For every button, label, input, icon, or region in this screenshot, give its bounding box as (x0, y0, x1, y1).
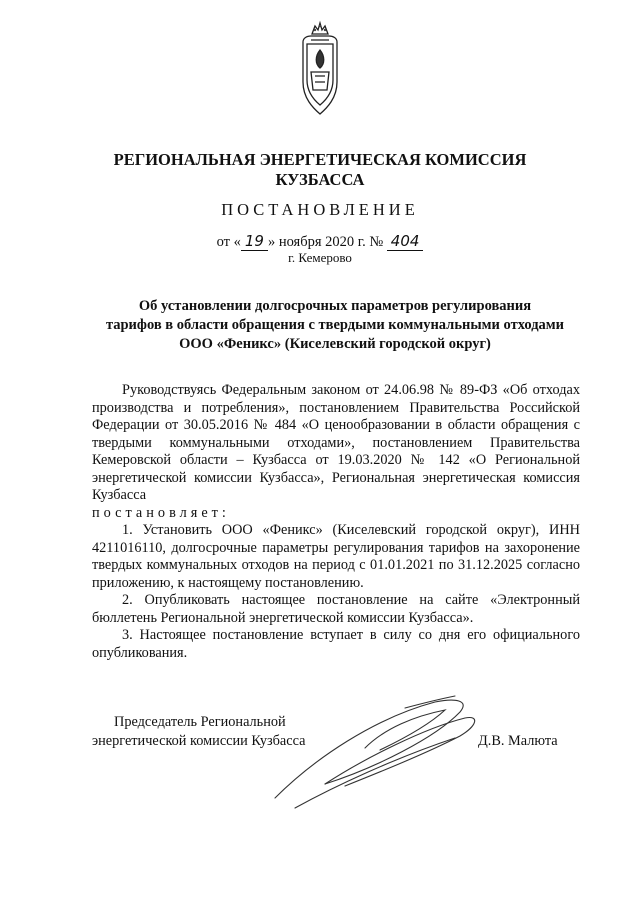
title-line-3: ООО «Феникс» (Киселевский городской округ) (179, 336, 491, 352)
document-body (92, 382, 580, 662)
decree-word: постановляет: (92, 504, 230, 521)
position-line-1: Председатель Региональной (114, 714, 286, 730)
item-3: 3. Настоящее постановление вступает в силу со дня его официального опубликования. (92, 627, 580, 661)
city: г. Кемерово (288, 250, 352, 265)
preamble-paragraph (92, 382, 580, 505)
handwritten-signature (255, 688, 495, 818)
organization-line-1: РЕГИОНАЛЬНАЯ ЭНЕРГЕТИЧЕСКАЯ КОМИССИЯ (113, 150, 527, 169)
organization-name (0, 150, 640, 190)
item-1: 1. Установить ООО «Феникс» (Киселевский городской округ), ИНН 4211016110, долгосрочные параметры регулирования тарифов на захоронение твердых коммунальных отходов на период с 01.01.2021 по 31.12.2025 согласно приложению, к настоящему постановлению. (92, 522, 580, 591)
document-date-line (0, 232, 640, 251)
date-day: 19 (241, 232, 268, 251)
position-line-2: энергетической комиссии Кузбасса (92, 733, 306, 749)
coat-of-arms-emblem (297, 20, 343, 118)
preamble-text: Руководствуясь Федеральным законом от 24.06.98 № 89-ФЗ «Об отходах производства и потребления», постановлением Правительства Российской Федерации от 30.05.2016 № 484 «О ценообразовании в области обращения с твердыми коммунальными отходами», постановлением Правительства Кемеровской области – Кузбасса от 19.03.2020 № 142 «О Региональной энергетической комиссии Кузбасса», Региональная энергетическая комиссия Кузбасса (92, 382, 580, 503)
title-line-2: тарифов в области обращения с твердыми коммунальными отходами (105, 317, 565, 333)
title-line-1: Об установлении долгосрочных параметров регулирования (138, 298, 532, 314)
date-middle: » ноября 2020 г. № (267, 234, 384, 250)
organization-line-2: КУЗБАССА (275, 170, 365, 189)
document-title (90, 297, 580, 354)
document-type: ПОСТАНОВЛЕНИЕ (221, 200, 419, 219)
decree-word-paragraph (92, 505, 580, 523)
item-2: 2. Опубликовать настоящее постановление на сайте «Электронный бюллетень Региональной энергетической комиссии Кузбасса». (92, 592, 580, 626)
date-prefix: от « (216, 234, 241, 250)
signatory-name: Д.В. Малюта (478, 733, 558, 749)
document-number: 404 (387, 232, 424, 251)
